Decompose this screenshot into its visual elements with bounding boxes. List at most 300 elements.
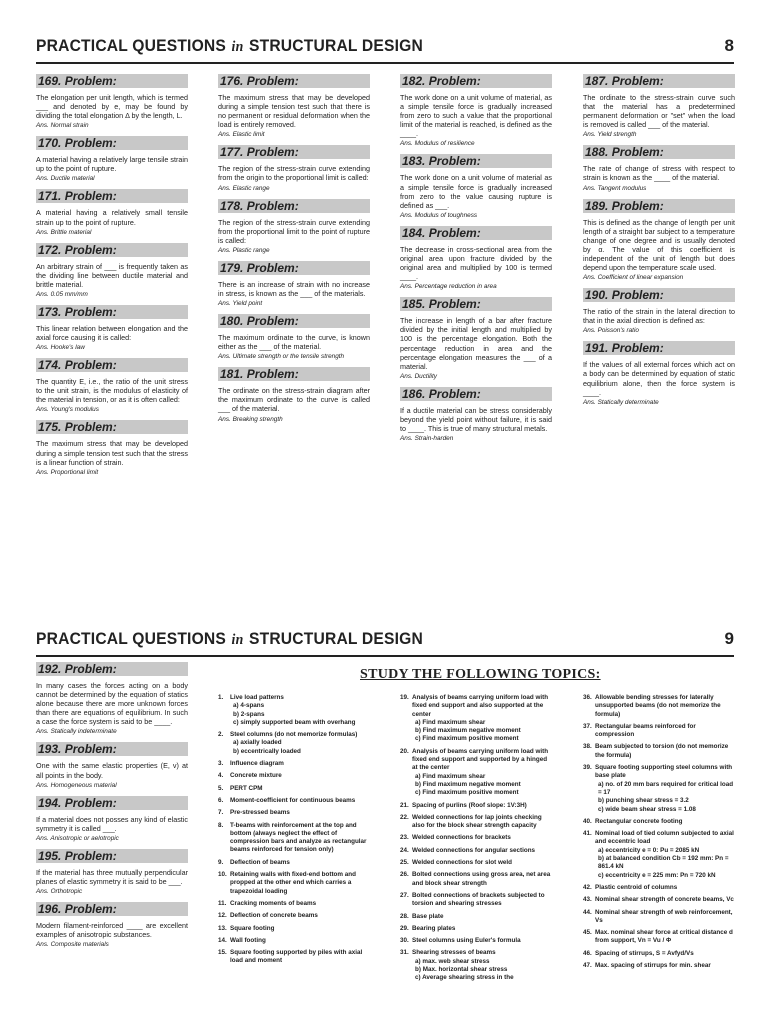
problem-number: 183. bbox=[402, 154, 426, 169]
problem-answer: Ans. Composite materials bbox=[36, 941, 109, 949]
topic-body bbox=[595, 909, 735, 926]
problem-block bbox=[218, 314, 370, 361]
problem-header-bar bbox=[36, 902, 188, 916]
topic-text: PERT CPM bbox=[230, 784, 263, 792]
topic-number: 39. bbox=[583, 764, 592, 772]
problem-header-bar bbox=[583, 288, 735, 302]
problem-label: Problem: bbox=[246, 367, 299, 382]
topic-text: Analysis of beams carrying uniform load with fixed end support and supported by a hinged at the center bbox=[412, 747, 549, 772]
topic-text: Square footing bbox=[230, 924, 275, 932]
problem-label: Problem: bbox=[428, 74, 481, 88]
problem-answer: Ans. Poisson's ratio bbox=[583, 327, 639, 335]
problem-header-bar bbox=[36, 189, 188, 203]
topic-item bbox=[400, 871, 552, 888]
page-8-header-rule bbox=[36, 62, 734, 64]
topic-text: Concrete mixture bbox=[230, 772, 282, 780]
topic-body bbox=[412, 937, 552, 945]
topic-text: Deflection of beams bbox=[230, 858, 290, 866]
topic-body bbox=[595, 830, 735, 880]
problem-number: 173. bbox=[38, 304, 62, 319]
topic-item bbox=[218, 949, 368, 966]
topic-number: 30. bbox=[400, 937, 409, 945]
topic-text: Nominal shear strength of concrete beams, Vc bbox=[595, 896, 734, 904]
problem-number: 188. bbox=[585, 145, 609, 160]
topic-body bbox=[595, 743, 735, 760]
problem-number: 181. bbox=[220, 367, 244, 382]
problem-block bbox=[400, 297, 552, 381]
topic-number: 43. bbox=[583, 896, 592, 904]
topic-body bbox=[230, 859, 368, 867]
problem-header-bar bbox=[36, 796, 188, 810]
problem-text: One with the same elastic properties (E, v) at all points in the body. bbox=[36, 761, 188, 780]
topic-item bbox=[218, 912, 368, 920]
problem-block bbox=[36, 902, 188, 949]
topic-text: Max. spacing of stirrups for min. shear bbox=[595, 962, 711, 970]
problem-header-bar bbox=[583, 199, 735, 213]
topic-item bbox=[400, 859, 552, 867]
topic-item bbox=[400, 847, 552, 855]
problem-number: 171. bbox=[38, 189, 62, 204]
topic-item bbox=[400, 814, 552, 831]
problem-text: There is an increase of strain with no increase in stress, is known as the ___ of the materials. bbox=[218, 279, 370, 298]
topic-body bbox=[230, 925, 368, 933]
topic-item bbox=[583, 909, 735, 926]
problem-label: Problem: bbox=[246, 198, 299, 213]
problem-answer: Ans. Normal strain bbox=[36, 122, 89, 130]
problem-header-bar bbox=[36, 136, 188, 150]
topic-number: 29. bbox=[400, 924, 409, 932]
topic-item bbox=[218, 937, 368, 945]
problem-label: Problem: bbox=[64, 848, 117, 863]
topic-item bbox=[400, 834, 552, 842]
page-8-column bbox=[36, 74, 188, 483]
topic-number: 9. bbox=[218, 858, 224, 866]
topic-subitem: c) simply supported beam with overhang bbox=[233, 718, 356, 726]
topic-item bbox=[583, 723, 735, 740]
problem-label: Problem: bbox=[611, 74, 664, 88]
problem-text: If a ductile material can be stress considerably beyond the yield point without failure, it is said to ____. This is true of many structural metals. bbox=[400, 405, 552, 433]
problem-label: Problem: bbox=[428, 297, 481, 312]
problem-text: The decrease in cross-sectional area from the original area upon fracture divided by the original area and multiplied by 100 is termed ____. bbox=[400, 244, 552, 282]
topic-item bbox=[218, 694, 368, 727]
problem-text: The quantity E, i.e., the ratio of the unit stress to the unit strain, is the modulus of elasticity of the material in tension, or as it is often called: bbox=[36, 377, 188, 405]
topic-item bbox=[218, 760, 368, 768]
topic-body bbox=[230, 871, 368, 896]
topic-body bbox=[230, 760, 368, 768]
topic-number: 12. bbox=[218, 912, 227, 920]
problem-header-bar bbox=[218, 314, 370, 328]
problem-label: Problem: bbox=[611, 341, 664, 356]
topic-number: 47. bbox=[583, 962, 592, 970]
problem-answer: Ans. Statically indeterminate bbox=[36, 728, 117, 736]
topic-item bbox=[218, 797, 368, 805]
topic-body bbox=[412, 949, 552, 982]
page-8-column bbox=[400, 74, 552, 449]
problem-header-bar bbox=[36, 243, 188, 257]
problem-block bbox=[218, 74, 370, 139]
topic-number: 40. bbox=[583, 817, 592, 825]
topic-body bbox=[595, 929, 735, 946]
problem-number: 174. bbox=[38, 358, 62, 373]
problem-answer: Ans. Anisotropic or aelotropic bbox=[36, 834, 119, 842]
problem-number: 175. bbox=[38, 420, 62, 435]
topic-item bbox=[583, 962, 735, 970]
problem-label: Problem: bbox=[246, 74, 299, 88]
topic-body bbox=[412, 748, 552, 798]
problem-number: 189. bbox=[585, 198, 609, 213]
problem-label: Problem: bbox=[64, 358, 117, 373]
topic-number: 28. bbox=[400, 912, 409, 920]
problem-text: The ordinate on the stress-strain diagram after the maximum ordinate to the curve is called ___ of the material. bbox=[218, 386, 370, 414]
problem-text: The ordinate to the stress-strain curve such that the material has a predetermined permanent deformation or "set" when the load is removed is called ___ of the material. bbox=[583, 93, 735, 130]
topic-text: Steel columns (do not memorize formulas) bbox=[230, 731, 358, 739]
topic-text: Welded connections for angular sections bbox=[412, 846, 536, 854]
problem-header-bar bbox=[218, 199, 370, 213]
problem-text: The region of the stress-strain curve extending from the proportional limit to the point of rupture is called: bbox=[218, 217, 370, 245]
topic-subitem: c) Average shearing stress in the bbox=[415, 974, 514, 982]
topic-number: 41. bbox=[583, 830, 592, 838]
problem-answer: Ans. Tangent modulus bbox=[583, 184, 647, 192]
problem-text: A material having a relatively small tensile strain up to the point of rupture. bbox=[36, 208, 188, 227]
problem-text: The maximum stress that may be developed during a simple tension test such that there is no permanent or residual deformation when the load is entirely removed. bbox=[218, 93, 370, 130]
topic-item bbox=[400, 694, 552, 744]
topic-body bbox=[230, 822, 368, 855]
topic-item bbox=[400, 913, 552, 921]
topic-number: 46. bbox=[583, 949, 592, 957]
problem-number: 190. bbox=[585, 288, 609, 303]
problem-block bbox=[36, 796, 188, 843]
topic-subitem: a) 4-spans bbox=[233, 702, 265, 710]
topic-text: Analysis of beams carrying uniform load with fixed end support and also supported at the center bbox=[412, 694, 549, 718]
topic-subitem: c) wide beam shear stress = 1.08 bbox=[598, 805, 696, 813]
topic-text: Influence diagram bbox=[230, 760, 284, 768]
topic-body bbox=[595, 764, 735, 814]
problem-answer: Ans. Modulus of toughness bbox=[400, 211, 478, 219]
problem-label: Problem: bbox=[246, 145, 299, 160]
topic-body bbox=[412, 847, 552, 855]
problem-number: 170. bbox=[38, 136, 62, 151]
problem-number: 191. bbox=[585, 341, 609, 356]
topic-subitem: b) at balanced condition Cb = 192 mm: Pn = 861.4 kN bbox=[598, 855, 729, 871]
problem-block bbox=[36, 420, 188, 476]
problem-label: Problem: bbox=[64, 902, 117, 917]
topic-item bbox=[218, 822, 368, 855]
problem-block bbox=[218, 261, 370, 308]
topic-subitem: c) eccentricity e = 225 mm: Pn = 720 kN bbox=[598, 871, 716, 879]
problem-block bbox=[36, 136, 188, 183]
topic-item bbox=[218, 731, 368, 756]
topic-body bbox=[230, 809, 368, 817]
topic-number: 11. bbox=[218, 899, 227, 907]
topic-text: Spacing of purlins (Roof slope: 1V:3H) bbox=[412, 801, 527, 809]
problem-block bbox=[583, 145, 735, 192]
topic-text: Shearing stresses of beams bbox=[412, 949, 496, 957]
problem-block bbox=[218, 145, 370, 192]
topic-text: Square footing supporting steel columns with base plate bbox=[595, 764, 733, 780]
problem-header-bar bbox=[218, 145, 370, 159]
topic-item bbox=[218, 900, 368, 908]
topic-item bbox=[400, 937, 552, 945]
topic-number: 24. bbox=[400, 846, 409, 854]
problem-answer: Ans. Plastic range bbox=[218, 246, 270, 254]
topic-number: 26. bbox=[400, 871, 409, 879]
problem-number: 177. bbox=[220, 145, 244, 160]
topic-text: Steel columns using Euler's formula bbox=[412, 937, 521, 945]
problem-block bbox=[36, 189, 188, 236]
topic-subitem: a) Find maximum shear bbox=[415, 772, 486, 780]
problem-label: Problem: bbox=[611, 198, 664, 213]
topic-body bbox=[412, 913, 552, 921]
topic-subitem: b) Find maximum negative moment bbox=[415, 780, 521, 788]
problem-text: The work done on a unit volume of material as a simple tensile force is gradually increased from zero to the value causing rupture is defined as ___. bbox=[400, 173, 552, 210]
topic-item bbox=[583, 764, 735, 814]
problem-number: 186. bbox=[402, 386, 426, 401]
topic-number: 8. bbox=[218, 821, 224, 829]
topic-body bbox=[230, 900, 368, 908]
problem-block bbox=[36, 742, 188, 789]
problem-answer: Ans. Yield strength bbox=[583, 131, 637, 139]
topic-body bbox=[595, 962, 735, 970]
topic-body bbox=[595, 884, 735, 892]
problem-header-bar bbox=[36, 74, 188, 88]
topic-body bbox=[412, 892, 552, 909]
topic-text: Pre-stressed beams bbox=[230, 809, 290, 817]
problem-label: Problem: bbox=[246, 260, 299, 275]
problem-number: 178. bbox=[220, 198, 244, 213]
topic-text: Bolted connections using gross area, net area and block shear strength bbox=[412, 871, 551, 887]
topic-item bbox=[400, 949, 552, 982]
problem-header-bar bbox=[400, 74, 552, 88]
topic-text: Rectangular concrete footing bbox=[595, 817, 683, 825]
problem-block bbox=[218, 367, 370, 423]
problem-block bbox=[36, 74, 188, 130]
topic-subitem: b) Max. horizontal shear stress bbox=[415, 966, 508, 974]
topic-body bbox=[412, 814, 552, 831]
problem-header-bar bbox=[583, 74, 735, 88]
topic-body bbox=[230, 772, 368, 780]
topic-text: Bolted connections of brackets subjected to torsion and shearing stresses bbox=[412, 891, 545, 908]
topic-subitem: a) max. web shear stress bbox=[415, 957, 490, 965]
problem-number: 185. bbox=[402, 297, 426, 312]
problem-block bbox=[583, 288, 735, 335]
page-9-header bbox=[36, 629, 734, 653]
topic-item bbox=[583, 950, 735, 958]
problem-block bbox=[400, 387, 552, 443]
problem-header-bar bbox=[583, 341, 735, 355]
problem-text: The maximum ordinate to the curve, is known either as the ___ of the material. bbox=[218, 333, 370, 352]
problem-block bbox=[218, 199, 370, 255]
topic-item bbox=[583, 818, 735, 826]
topic-subitem: a) Find maximum shear bbox=[415, 718, 486, 726]
topic-item bbox=[218, 925, 368, 933]
topic-item bbox=[583, 694, 735, 719]
topic-subitem: b) eccentrically loaded bbox=[233, 747, 301, 755]
problem-text: The ratio of the strain in the lateral direction to that in the axial direction is defined as: bbox=[583, 307, 735, 326]
problem-answer: Ans. Elastic range bbox=[218, 184, 270, 192]
problem-number: 176. bbox=[220, 74, 244, 88]
topic-text: Nominal shear strength of web reinforcement, Vs bbox=[595, 908, 733, 924]
topic-number: 25. bbox=[400, 859, 409, 867]
problem-answer: Ans. Strain-harden bbox=[400, 435, 454, 443]
problem-label: Problem: bbox=[64, 136, 117, 151]
topic-number: 3. bbox=[218, 760, 224, 768]
problem-number: 172. bbox=[38, 242, 62, 257]
topic-number: 15. bbox=[218, 949, 227, 957]
problem-answer: Ans. Breaking strength bbox=[218, 415, 283, 423]
problem-label: Problem: bbox=[428, 386, 481, 401]
topic-text: Max. nominal shear force at critical distance d from support, Vn = Vu / Φ bbox=[595, 929, 733, 945]
problem-label: Problem: bbox=[611, 145, 664, 160]
problem-answer: Ans. Coefficient of linear expansion bbox=[583, 274, 684, 282]
topic-body bbox=[230, 731, 368, 756]
problem-label: Problem: bbox=[246, 314, 299, 329]
problem-answer: Ans. Yield point bbox=[218, 300, 263, 308]
topic-body bbox=[230, 785, 368, 793]
topic-text: Retaining walls with fixed-end bottom and propped at the other end which carries a trapezoidal loading bbox=[230, 871, 356, 895]
topic-body bbox=[412, 802, 552, 810]
problem-answer: Ans. Hooke's law bbox=[36, 344, 85, 352]
problem-text: An arbitrary strain of ___ is frequently taken as the dividing line between ductile material and brittle material. bbox=[36, 261, 188, 289]
topic-number: 2. bbox=[218, 731, 224, 739]
topic-body bbox=[595, 723, 735, 740]
problem-number: 179. bbox=[220, 260, 244, 275]
topic-item bbox=[400, 892, 552, 909]
problem-number: 182. bbox=[402, 74, 426, 88]
problem-block bbox=[36, 849, 188, 896]
topic-text: Cracking moments of beams bbox=[230, 899, 317, 907]
topic-item bbox=[583, 896, 735, 904]
problem-header-bar bbox=[400, 297, 552, 311]
topic-number: 6. bbox=[218, 796, 224, 804]
problem-block bbox=[36, 243, 188, 299]
topic-body bbox=[412, 925, 552, 933]
topic-body bbox=[595, 896, 735, 904]
page-8-title: PRACTICAL QUESTIONS in STRUCTURAL DESIGN bbox=[36, 36, 423, 55]
topic-number: 31. bbox=[400, 949, 409, 957]
problem-header-bar bbox=[36, 849, 188, 863]
topic-text: Base plate bbox=[412, 912, 444, 920]
problem-answer: Ans. Statically determinate bbox=[583, 398, 659, 406]
topic-item bbox=[583, 743, 735, 760]
problem-answer: Ans. Ultimate strength or the tensile strength bbox=[218, 353, 345, 361]
problem-block bbox=[400, 226, 552, 291]
problem-header-bar bbox=[36, 420, 188, 434]
topic-body bbox=[412, 871, 552, 888]
problem-answer: Ans. Ductility bbox=[400, 372, 437, 380]
page-8-column bbox=[218, 74, 370, 430]
topic-subitem: b) punching shear stress = 3.2 bbox=[598, 797, 689, 805]
problem-label: Problem: bbox=[64, 242, 117, 257]
topic-subitem: a) eccentricity e = 0: Pu = 2085 kN bbox=[598, 846, 700, 854]
topic-number: 38. bbox=[583, 743, 592, 751]
topic-subitem: b) 2-spans bbox=[233, 710, 265, 718]
problem-text: A material having a relatively large tensile strain up to the point of rupture. bbox=[36, 155, 188, 174]
problem-header-bar bbox=[218, 74, 370, 88]
problem-number: 196. bbox=[38, 902, 62, 917]
problem-header-bar bbox=[36, 742, 188, 756]
topic-text: Welded connections for lap joints checking also for the block shear strength capacity bbox=[412, 813, 542, 830]
problem-label: Problem: bbox=[64, 189, 117, 204]
problem-answer: Ans. Ductile material bbox=[36, 175, 95, 183]
topic-item bbox=[218, 772, 368, 780]
topic-number: 42. bbox=[583, 883, 592, 891]
problem-header-bar bbox=[36, 358, 188, 372]
topic-number: 14. bbox=[218, 936, 227, 944]
problem-header-bar bbox=[583, 145, 735, 159]
problem-block bbox=[400, 74, 552, 148]
problem-number: 193. bbox=[38, 742, 62, 757]
topic-number: 36. bbox=[583, 694, 592, 701]
topic-subitem: a) no. of 20 mm bars required for critical load = 17 bbox=[598, 780, 734, 796]
topic-body bbox=[595, 950, 735, 958]
topic-number: 37. bbox=[583, 722, 592, 730]
topic-body bbox=[595, 694, 735, 719]
topic-item bbox=[583, 929, 735, 946]
topic-body bbox=[412, 834, 552, 842]
problem-header-bar bbox=[400, 226, 552, 240]
topic-text: Allowable bending stresses for laterally unsupported beams (do not memorize the formula) bbox=[595, 694, 721, 718]
page-8-number: 8 bbox=[724, 36, 734, 55]
topic-text: Bearing plates bbox=[412, 924, 456, 932]
topic-item bbox=[400, 802, 552, 810]
page-9-title: PRACTICAL QUESTIONS in STRUCTURAL DESIGN bbox=[36, 629, 423, 648]
problem-answer: Ans. Orthotropic bbox=[36, 888, 83, 896]
problem-label: Problem: bbox=[64, 420, 117, 435]
topic-number: 7. bbox=[218, 809, 224, 817]
topic-subitem: a) axially loaded bbox=[233, 739, 282, 747]
problem-header-bar bbox=[36, 305, 188, 319]
topic-body bbox=[412, 859, 552, 867]
problem-text: Modern filament-reinforced ____ are excellent examples of anisotropic substances. bbox=[36, 921, 188, 940]
problem-number: 184. bbox=[402, 225, 426, 240]
problem-text: If the values of all external forces which act on a body can be determined by equation of static equilibrium alone, then the force system is ____. bbox=[583, 360, 735, 397]
topic-column bbox=[583, 694, 735, 974]
topic-body bbox=[412, 694, 552, 744]
topic-number: 19. bbox=[400, 694, 409, 701]
page-8-column bbox=[583, 74, 735, 413]
problem-block bbox=[36, 305, 188, 352]
topic-column bbox=[400, 694, 552, 987]
problem-block bbox=[583, 341, 735, 406]
problem-label: Problem: bbox=[64, 742, 117, 757]
page-9-header-rule bbox=[36, 655, 734, 657]
problem-header-bar bbox=[218, 367, 370, 381]
page-8-header bbox=[36, 36, 734, 60]
topic-subitem: c) Find maximum positive moment bbox=[415, 789, 519, 797]
problem-header-bar bbox=[36, 662, 188, 676]
topic-number: 44. bbox=[583, 908, 592, 916]
topic-text: Beam subjected to torsion (do not memorize the formula) bbox=[595, 743, 729, 759]
problem-answer: Ans. 0.05 mm/mm bbox=[36, 290, 88, 298]
topic-number: 4. bbox=[218, 772, 224, 780]
problem-label: Problem: bbox=[428, 154, 481, 169]
topic-item bbox=[400, 748, 552, 798]
problem-answer: Ans. Percentage reduction in area bbox=[400, 283, 497, 291]
topic-item bbox=[218, 871, 368, 896]
problem-header-bar bbox=[400, 387, 552, 401]
problem-text: The elongation per unit length, which is termed ___ and denoted by e, may be found by dividing the total elongation Δ by the length, L. bbox=[36, 93, 188, 121]
problem-block bbox=[36, 662, 188, 736]
topic-text: Nominal load of tied column subjected to axial and eccentric load bbox=[595, 830, 734, 846]
topic-body bbox=[595, 818, 735, 826]
problem-label: Problem: bbox=[64, 795, 117, 810]
problem-answer: Ans. Brittle material bbox=[36, 228, 92, 236]
problem-text: The maximum stress that may be developed during a simple tension test such that the stress is a linear function of strain. bbox=[36, 439, 188, 467]
study-topics-title: STUDY THE FOLLOWING TOPICS: bbox=[360, 667, 601, 682]
topic-text: Live load patterns bbox=[230, 694, 284, 701]
problem-text: In many cases the forces acting on a body cannot be determined by the equation of statics alone because there are more unknown forces than there are equations of equilibrium. In such a case the force system is said to be ____. bbox=[36, 681, 188, 727]
topic-item bbox=[218, 859, 368, 867]
